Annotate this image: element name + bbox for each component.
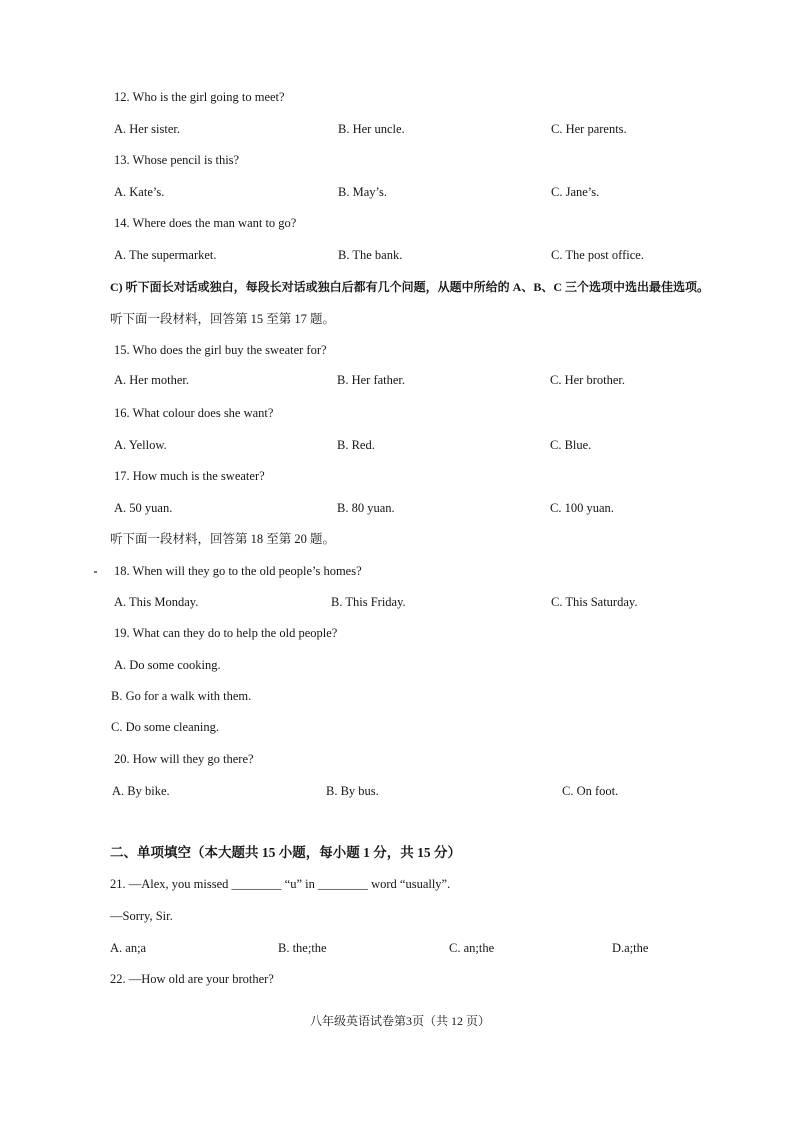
q18-option-b: B. This Friday.	[331, 595, 406, 609]
q20-option-a: A. By bike.	[112, 784, 170, 798]
question-16: 16. What colour does she want?	[114, 406, 274, 420]
question-21: 21. —Alex, you missed ________ “u” in ________ word “usually”.	[110, 877, 451, 891]
q17-option-c: C. 100 yuan.	[550, 501, 614, 515]
q13-option-a: A. Kate’s.	[114, 185, 165, 199]
q16-option-a: A. Yellow.	[114, 438, 167, 452]
q21-option-d: D.a;the	[612, 941, 649, 955]
question-14: 14. Where does the man want to go?	[114, 216, 297, 230]
question-22: 22. —How old are your brother?	[110, 972, 274, 986]
q20-option-b: B. By bus.	[326, 784, 379, 798]
question-19: 19. What can they do to help the old people?	[114, 626, 338, 640]
question-13: 13. Whose pencil is this?	[114, 153, 240, 167]
q12-option-b: B. Her uncle.	[338, 122, 405, 136]
q21-option-c: C. an;the	[449, 941, 495, 955]
passage-2-instructions: 听下面一段材料，回答第 18 至第 20 题。	[110, 532, 336, 546]
q18-option-c: C. This Saturday.	[551, 595, 638, 609]
question-20: 20. How will they go there?	[114, 752, 254, 766]
q17-option-a: A. 50 yuan.	[114, 501, 173, 515]
q19-option-c: C. Do some cleaning.	[111, 720, 219, 734]
part-2-heading: 二、单项填空（本大题共 15 小题，每小题 1 分，共 15 分）	[110, 845, 461, 860]
question-15: 15. Who does the girl buy the sweater for?	[114, 343, 327, 357]
scan-mark	[94, 571, 97, 573]
q16-option-b: B. Red.	[337, 438, 375, 452]
q13-option-c: C. Jane’s.	[551, 185, 600, 199]
q15-option-b: B. Her father.	[337, 373, 406, 387]
question-12: 12. Who is the girl going to meet?	[114, 90, 285, 104]
q14-option-c: C. The post office.	[551, 248, 644, 262]
q17-option-b: B. 80 yuan.	[337, 501, 395, 515]
q19-option-a: A. Do some cooking.	[114, 658, 221, 672]
section-c-instructions: C) 听下面长对话或独白，每段长对话或独白后都有几个问题，从题中所给的 A、B、C 三个选项中选出最佳选项。	[110, 280, 710, 294]
q20-option-c: C. On foot.	[562, 784, 619, 798]
q15-option-c: C. Her brother.	[550, 373, 625, 387]
q21-option-b: B. the;the	[278, 941, 327, 955]
q12-option-c: C. Her parents.	[551, 122, 627, 136]
question-17: 17. How much is the sweater?	[114, 469, 265, 483]
q14-option-b: B. The bank.	[338, 248, 403, 262]
q19-option-b: B. Go for a walk with them.	[111, 689, 252, 703]
question-18: 18. When will they go to the old people’s homes?	[114, 564, 362, 578]
q16-option-c: C. Blue.	[550, 438, 592, 452]
q21-reply: —Sorry, Sir.	[110, 909, 173, 923]
passage-1-instructions: 听下面一段材料，回答第 15 至第 17 题。	[110, 312, 336, 326]
q15-option-a: A. Her mother.	[114, 373, 189, 387]
q12-option-a: A. Her sister.	[114, 122, 180, 136]
q18-option-a: A. This Monday.	[114, 595, 199, 609]
q21-option-a: A. an;a	[110, 941, 147, 955]
q13-option-b: B. May’s.	[338, 185, 387, 199]
q14-option-a: A. The supermarket.	[114, 248, 217, 262]
page-footer: 八年级英语试卷第3页（共 12 页）	[310, 1014, 491, 1028]
